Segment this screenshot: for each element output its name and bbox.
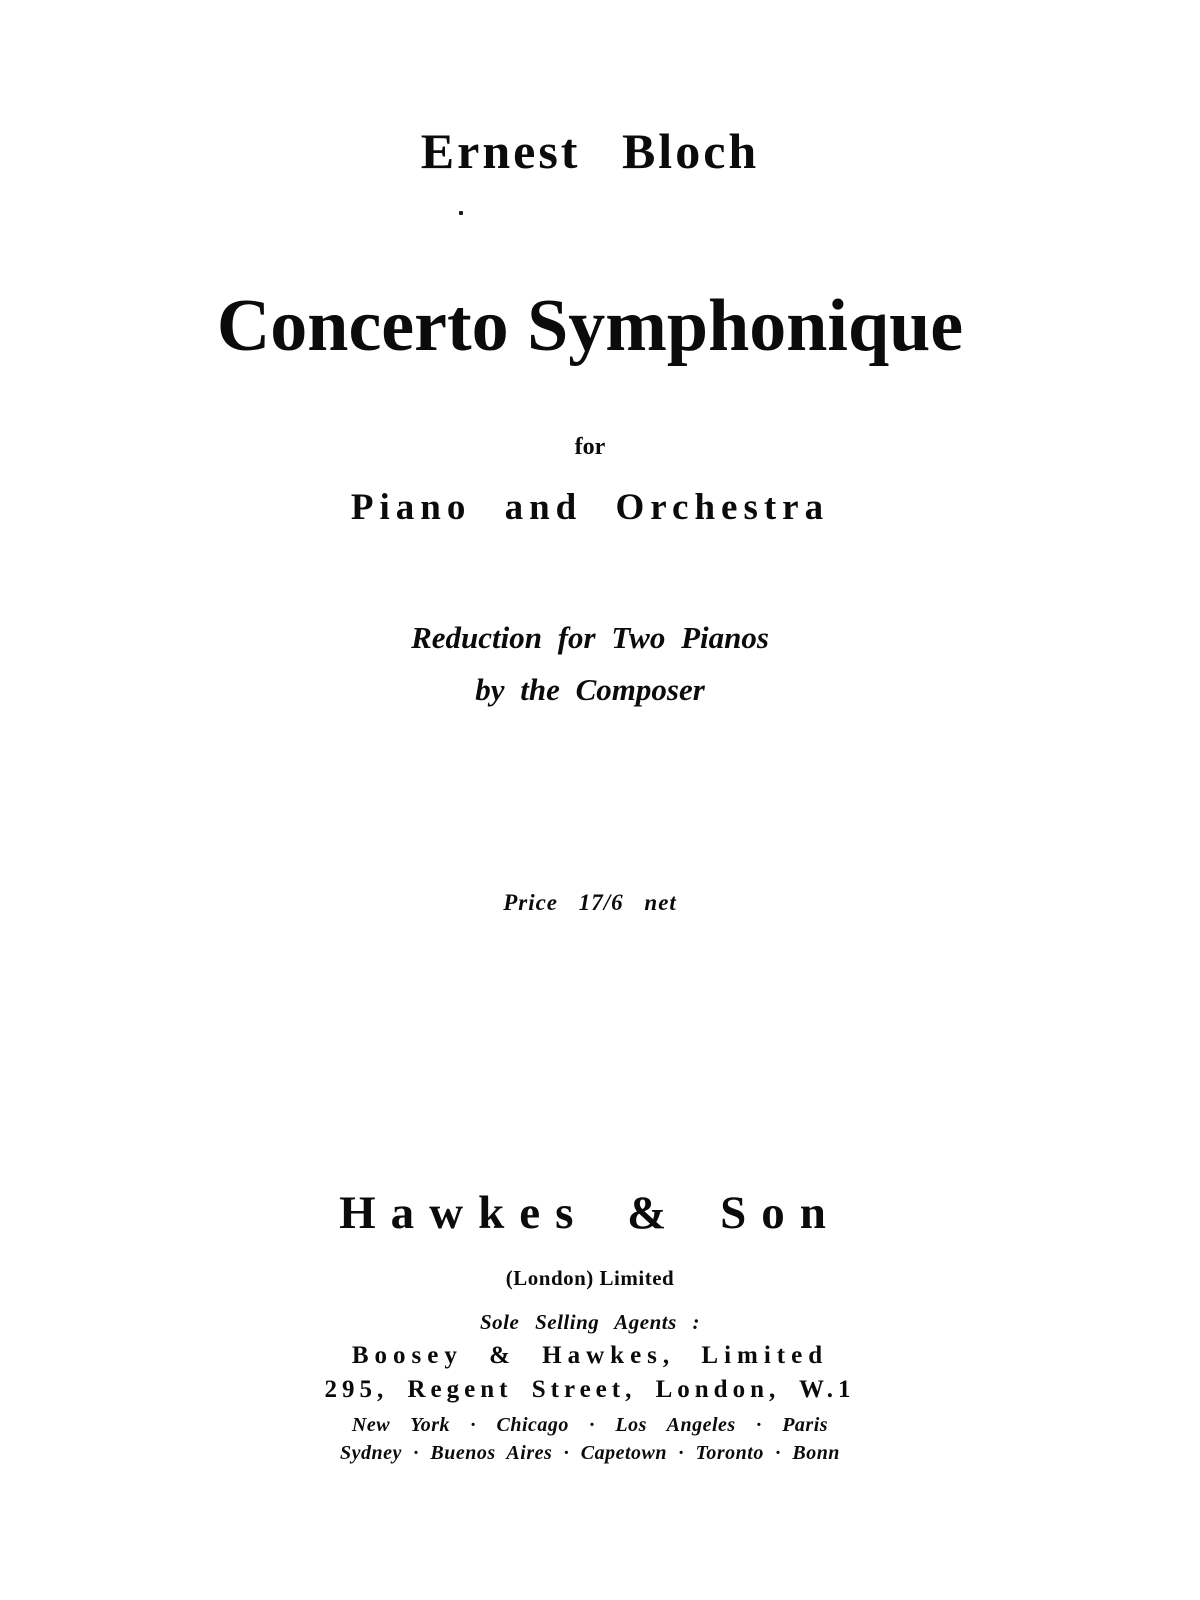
reduction-note-line1: Reduction for Two Pianos [411,620,769,655]
composer-name: Ernest Bloch [420,123,760,179]
selling-agent-name: Boosey & Hawkes, Limited [351,1342,829,1369]
publisher-cities-line1: New York · Chicago · Los Angeles · Paris [351,1414,829,1436]
publisher-name: Hawkes & Son [339,1187,841,1239]
selling-agent-address: 295, Regent Street, London, W.1 [324,1376,856,1403]
scan-artifact-dot [459,211,463,215]
work-title: Concerto Symphonique [216,285,964,367]
publisher-cities-line2: Sydney · Buenos Aires · Capetown · Toronto · Bonn [340,1442,840,1464]
instrumentation-subtitle: Piano and Orchestra [350,487,830,528]
selling-agents-label: Sole Selling Agents : [480,1310,700,1334]
reduction-note-line2: by the Composer [475,672,705,707]
publisher-location: (London) Limited [505,1266,675,1290]
for-label: for [574,434,606,460]
price-label: Price 17/6 net [503,890,677,915]
